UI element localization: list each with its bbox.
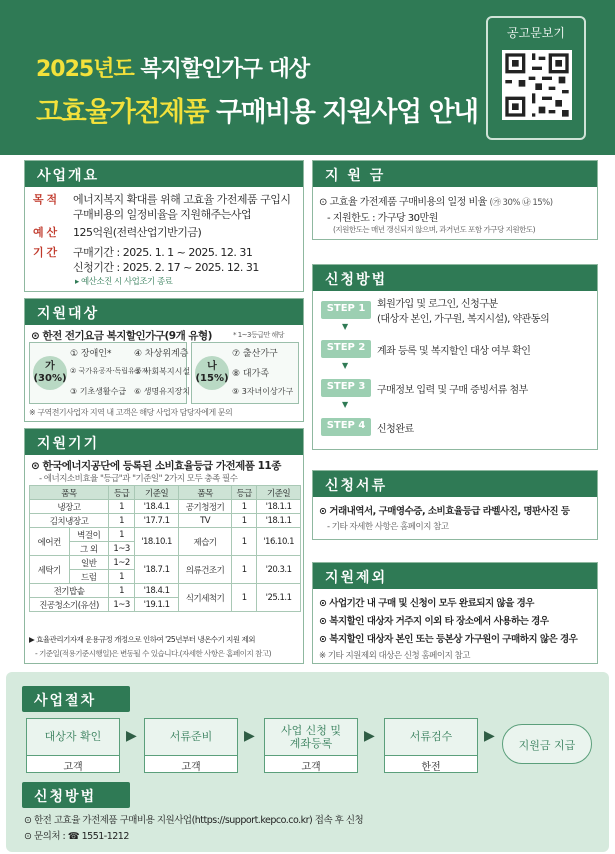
purpose-text-1: 에너지복지 확대를 위해 고효율 가전제품 구입시: [73, 193, 291, 206]
process-step-1: [26, 718, 120, 773]
process-final: 지원금 지급: [502, 724, 592, 764]
target-note: ※ 구역전기사업자 지역 내 고객은 해당 사업자 담당자에게 문의: [29, 408, 233, 417]
appliance-sub: - 에너지소비효율 "등급"과 "기준일" 2가지 모두 충족 필수: [39, 474, 238, 484]
table-cell: 벽걸이: [69, 528, 109, 542]
table-cell: 1: [109, 570, 135, 584]
group-a-box: [29, 342, 191, 404]
period-label: 기 간: [33, 246, 57, 259]
table-cell: TV: [178, 514, 231, 528]
table-cell: 세탁기: [30, 556, 70, 584]
overview-title: 사업개요: [25, 161, 303, 187]
method-title: 신청방법: [313, 265, 597, 291]
qr-panel[interactable]: [486, 16, 586, 140]
down-arrow-icon: ▼: [342, 361, 349, 370]
purpose-text-2: 구매비용의 일정비율을 지원해주는사업: [73, 208, 252, 221]
table-cell: 1: [232, 514, 257, 528]
group-a-badge: [33, 356, 67, 390]
table-cell: '18.4.1: [135, 500, 179, 514]
step-4-badge: STEP 4: [321, 418, 371, 436]
budget-text: 125억원(전력산업기반기금): [73, 226, 202, 239]
step-1-badge: STEP 1: [321, 301, 371, 319]
process-step-4: [384, 718, 478, 773]
target-item-5: ⑤ 사회복지시설: [134, 367, 191, 376]
table-cell: 1: [232, 556, 257, 584]
target-item-2: ② 국가유공자·독립유공자: [70, 367, 149, 375]
period-apply: 신청기간 : 2025. 2. 17 ~ 2025. 12. 31: [73, 261, 259, 274]
title-highlight: 고효율가전제품: [36, 97, 209, 128]
table-row: [30, 500, 301, 514]
table-cell: 1: [232, 528, 257, 556]
table-cell: 식기세척기: [178, 584, 231, 612]
target-title: 지원대상: [25, 299, 303, 325]
col-header: 기준일: [257, 486, 301, 500]
target-item-3: ③ 기초생활수급: [70, 387, 127, 396]
support-title: 지 원 금: [313, 161, 597, 187]
title-line1-rest: 복지할인가구 대상: [140, 57, 310, 82]
table-cell: 냉장고: [30, 500, 109, 514]
process-step-3-label: 사업 신청 및 계좌등록: [280, 724, 342, 750]
step-3-badge: STEP 3: [321, 379, 371, 397]
table-cell: 1: [232, 584, 257, 612]
table-cell: '18.1.1: [257, 500, 301, 514]
title-year: 2025년도: [36, 57, 134, 82]
step-1-text-2: (대상자 본인, 가구원, 복지시설), 약관동의: [377, 314, 550, 325]
table-cell: 1~3: [109, 542, 135, 556]
table-cell: 전기밥솥: [30, 584, 109, 598]
table-row: [30, 528, 301, 542]
table-cell: 진공청소기(유선): [30, 598, 109, 612]
table-header-row: [30, 486, 301, 500]
table-row: [30, 584, 301, 598]
table-cell: 그 외: [69, 542, 109, 556]
title-line2-rest: 구매비용 지원사업 안내: [215, 97, 478, 128]
table-cell: 김치냉장고: [30, 514, 109, 528]
period-buy: 구매기간 : 2025. 1. 1 ~ 2025. 12. 31: [73, 246, 253, 259]
col-header: 품목: [30, 486, 109, 500]
appliance-note-2: - 기준일(적용기준시행일)은 변동될 수 있습니다.(자세한 사항은 홈페이지 참고): [35, 649, 272, 658]
apply-phone: ⊙ 문의처 : ☎ 1551-1212: [24, 831, 129, 842]
period-note: ▸ 예산소진 시 사업조기 종료: [75, 277, 173, 287]
target-heading-note: * 1~3등급만 해당: [233, 331, 285, 339]
process-step-2: [144, 718, 238, 773]
table-cell: 공기청정기: [178, 500, 231, 514]
step-3-text: 구매정보 입력 및 구매 증빙서류 첨부: [377, 385, 528, 396]
table-cell: 1~2: [109, 556, 135, 570]
exclude-item: ⊙ 복지할인 대상자 거주지 이외 타 장소에서 사용하는 경우: [319, 616, 549, 627]
right-arrow-icon: ▶: [244, 728, 255, 744]
process-section: [6, 672, 609, 852]
table-cell: 1: [232, 500, 257, 514]
table-cell: 1: [109, 514, 135, 528]
exclude-item: ⊙ 복지할인 대상자 본인 또는 등본상 가구원이 구매하지 않은 경우: [319, 634, 578, 645]
table-cell: 에어컨: [30, 528, 70, 556]
col-header: 품목: [178, 486, 231, 500]
table-cell: '18.1.1: [257, 514, 301, 528]
budget-label: 예 산: [33, 226, 57, 239]
table-row: [30, 514, 301, 528]
group-a-pct: (30%): [33, 373, 67, 384]
process-title: 사업절차: [22, 686, 130, 712]
target-item-1: ① 장애인*: [70, 349, 112, 359]
group-a-label: 가: [45, 361, 55, 372]
step-4-text: 신청완료: [377, 424, 414, 435]
docs-note: - 기타 자세한 사항은 홈페이지 참고: [327, 522, 449, 532]
appliance-note-1: ▶ 효율관리기자재 운용규정 개정으로 인하여 '25년부터 냉온수기 지원 제외: [29, 635, 256, 644]
appliance-table: [29, 485, 301, 612]
process-step-2-bottom: 고객: [145, 755, 237, 772]
appliance-heading: ⊙ 한국에너지공단에 등록된 소비효율등급 가전제품 11종: [31, 460, 281, 472]
target-item-9: ⑨ 3자녀이상가구: [232, 387, 294, 396]
docs-line: ⊙ 거래내역서, 구매영수증, 소비효율등급 라벨사진, 명판사진 등: [319, 506, 570, 517]
down-arrow-icon: ▼: [342, 400, 349, 409]
right-arrow-icon: ▶: [364, 728, 375, 744]
header: [0, 0, 615, 155]
target-heading: ⊙ 한전 전기요금 복지할인가구(9개 유형): [31, 330, 212, 342]
process-step-3: [264, 718, 358, 773]
table-cell: '18.4.1: [135, 584, 179, 598]
step-2-badge: STEP 2: [321, 340, 371, 358]
exclude-section: [312, 562, 598, 664]
target-item-7: ⑦ 출산가구: [232, 349, 278, 359]
table-cell: '19.1.1: [135, 598, 179, 612]
purpose-label: 목 적: [33, 193, 57, 206]
qr-code-icon[interactable]: [502, 50, 572, 120]
support-line-text: ⊙ 고효율 가전제품 구매비용의 일정 비율: [319, 197, 487, 208]
table-cell: 1: [109, 584, 135, 598]
docs-title: 신청서류: [313, 471, 597, 497]
table-cell: 1: [109, 528, 135, 542]
table-cell: '17.7.1: [135, 514, 179, 528]
process-step-1-bottom: 고객: [27, 755, 119, 772]
right-arrow-icon: ▶: [126, 728, 137, 744]
exclude-note: ※ 기타 지원제외 대상은 신청 홈페이지 참고: [319, 651, 470, 661]
support-section: [312, 160, 598, 240]
group-b-badge: [195, 356, 229, 390]
support-limit-note: (지원한도는 매년 갱신되지 않으며, 과거년도 포함 가구당 지원한도): [333, 225, 536, 234]
process-step-1-top: 대상자 확인: [27, 719, 119, 755]
target-item-6: ⑥ 생명유지장치: [134, 387, 191, 396]
process-step-2-top: 서류준비: [145, 719, 237, 755]
process-step-3-top: [265, 719, 357, 755]
appliance-section: [24, 428, 304, 664]
support-line-note: (㉮ 30% ㉯ 15%): [489, 198, 553, 208]
table-cell: 일반: [69, 556, 109, 570]
method-section: [312, 264, 598, 450]
apply-title: 신청방법: [22, 782, 130, 808]
table-cell: '18.7.1: [135, 556, 179, 584]
table-cell: '16.10.1: [257, 528, 301, 556]
col-header: 기준일: [135, 486, 179, 500]
table-cell: '20.3.1: [257, 556, 301, 584]
target-item-8: ⑧ 대가족: [232, 369, 270, 379]
support-limit: - 지원한도 : 가구당 30만원: [327, 213, 438, 224]
col-header: 등급: [232, 486, 257, 500]
target-section: [24, 298, 304, 422]
table-cell: '25.1.1: [257, 584, 301, 612]
exclude-item: ⊙ 사업기간 내 구매 및 신청이 모두 완료되지 않을 경우: [319, 598, 534, 609]
appliance-title: 지원기기: [25, 429, 303, 455]
down-arrow-icon: ▼: [342, 322, 349, 331]
step-1-text: 회원가입 및 로그인, 신청구분: [377, 299, 498, 310]
group-b-box: [191, 342, 299, 404]
support-line: [319, 193, 553, 208]
step-2-text: 계좌 등록 및 복지할인 대상 여부 확인: [377, 346, 531, 357]
table-cell: 제습기: [178, 528, 231, 556]
docs-section: [312, 470, 598, 540]
table-cell: 1~3: [109, 598, 135, 612]
process-step-4-top: 서류검수: [385, 719, 477, 755]
process-step-4-bottom: 한전: [385, 755, 477, 772]
group-b-pct: (15%): [195, 373, 229, 384]
title-line2: [36, 90, 478, 129]
right-arrow-icon: ▶: [484, 728, 495, 744]
table-cell: 1: [109, 500, 135, 514]
apply-site[interactable]: ⊙ 한전 고효율 가전제품 구매비용 지원사업(https://support.kepco.co.kr) 접속 후 신청: [24, 815, 364, 826]
process-step-3-bottom: 고객: [265, 755, 357, 772]
col-header: 등급: [109, 486, 135, 500]
title-line1: [36, 52, 309, 83]
table-row: [30, 556, 301, 570]
qr-label: 공고문보기: [507, 26, 565, 40]
overview-section: [24, 160, 304, 292]
table-cell: 드럼: [69, 570, 109, 584]
group-b-label: 나: [207, 361, 217, 372]
table-cell: '18.10.1: [135, 528, 179, 556]
table-cell: 의류건조기: [178, 556, 231, 584]
exclude-title: 지원제외: [313, 563, 597, 589]
target-item-4: ④ 차상위계층: [134, 349, 189, 359]
